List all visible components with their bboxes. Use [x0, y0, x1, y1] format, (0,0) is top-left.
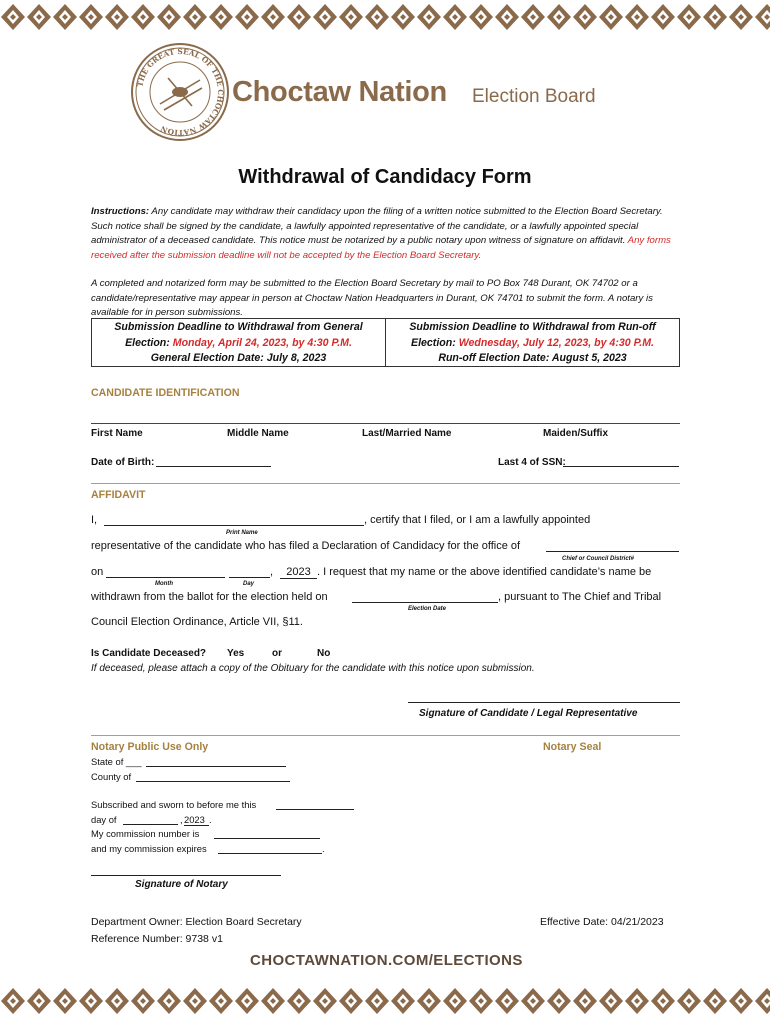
instructions-warning: Any forms received after the submission deadline will not be accepted by the Election Board Secretary.	[91, 235, 671, 261]
deadline-runoff-label: Election:	[411, 336, 456, 349]
affidavit-representative: representative of the candidate who has filed a Declaration of Candidacy for the office of	[91, 540, 521, 552]
first-name-label: First Name	[91, 428, 143, 439]
notary-expires-period: .	[322, 843, 325, 854]
deadline-general-date: Monday, April 24, 2023, by 4:30 P.M.	[172, 336, 352, 349]
affidavit-section-title: AFFIDAVIT	[91, 489, 146, 501]
candidate-name-line[interactable]	[91, 423, 680, 424]
affidavit-withdrawn: withdrawn from the ballot for the election held on	[91, 591, 328, 603]
notary-state-field[interactable]	[146, 766, 286, 767]
affidavit-request: . I request that my name or the above identified candidate’s name be	[317, 566, 652, 578]
dob-field[interactable]	[156, 466, 271, 467]
deceased-yes[interactable]: Yes	[227, 648, 245, 659]
notary-subscribed-label: Subscribed and sworn to before me this	[91, 799, 257, 810]
deceased-question: Is Candidate Deceased?	[91, 648, 207, 659]
choctaw-seal-logo	[130, 42, 230, 142]
notary-day-field[interactable]	[276, 809, 354, 810]
deadline-general-label: Election:	[125, 336, 170, 349]
form-title: Withdrawal of Candidacy Form	[238, 166, 532, 188]
instructions-label: Instructions:	[91, 206, 150, 217]
election-date-field[interactable]	[352, 602, 498, 603]
deceased-or: or	[272, 648, 282, 659]
brand-name: Choctaw Nation	[232, 76, 447, 108]
office-hint: Chief or Council District#	[562, 556, 635, 562]
notary-county-field[interactable]	[136, 781, 290, 782]
instructions-text: Any candidate may withdraw their candidacy upon the filing of a written notice submitted to the Election Board Secretary. Such notice shall be signed by the candidate, a lawfully appointed representative of the candidate, or a lawfully appointed special administrator of a deceased candidate. This notice must be notarized by a public notary upon witness of signature on affidavit.	[91, 206, 663, 247]
maiden-suffix-label: Maiden/Suffix	[543, 428, 609, 439]
last-name-label: Last/Married Name	[362, 428, 452, 439]
notary-day-of-label: day of	[91, 814, 117, 825]
notary-seal-label: Notary Seal	[543, 741, 602, 753]
notary-period: .	[209, 814, 212, 825]
svg-text:THE GREAT SEAL OF THE CHOCTAW: THE GREAT SEAL OF THE CHOCTAW NATION	[135, 46, 226, 138]
affidavit-divider	[91, 483, 680, 484]
deadline-table	[91, 318, 680, 367]
candidate-signature-label: Signature of Candidate / Legal Representative	[419, 708, 638, 719]
notary-section-title: Notary Public Use Only	[91, 741, 209, 753]
effective-date: Effective Date: 04/21/2023	[540, 916, 664, 928]
candidate-signature-field[interactable]	[408, 702, 680, 703]
brand-subtitle: Election Board	[472, 86, 596, 107]
decorative-border-bottom	[0, 984, 770, 1018]
middle-name-label: Middle Name	[227, 428, 289, 439]
deceased-note: If deceased, please attach a copy of the Obituary for the candidate with this notice upon submission.	[91, 663, 535, 674]
affidavit-ordinance: Council Election Ordinance, Article VII, §11.	[91, 616, 303, 628]
notary-commission-number-label: My commission number is	[91, 828, 200, 839]
affidavit-pursuant: , pursuant to The Chief and Tribal	[498, 591, 662, 603]
affidavit-certify: , certify that I filed, or I am a lawfully appointed	[364, 514, 591, 526]
deadline-runoff	[385, 319, 679, 366]
candidate-section-title: CANDIDATE IDENTIFICATION	[91, 387, 240, 399]
affidavit-on: on	[91, 566, 104, 578]
print-name-field[interactable]	[104, 525, 364, 526]
affidavit-i: I,	[91, 514, 98, 526]
department-owner: Department Owner: Election Board Secretary	[91, 916, 302, 928]
submission-note: A completed and notarized form may be submitted to the Election Board Secretary by mail to PO Box 748 Durant, OK 74702 or a candidate/representative may appear in person at Choctaw Nation Headquarters in Durant, OK 74701 to submit the form. A notary is available for in person submissions.	[91, 278, 653, 319]
notary-signature-label: Signature of Notary	[135, 879, 228, 890]
election-date-hint: Election Date	[408, 606, 447, 612]
notary-commission-number-field[interactable]	[214, 838, 320, 839]
notary-comma: ,	[180, 814, 183, 825]
notary-signature-field[interactable]	[91, 875, 281, 876]
day-field[interactable]	[229, 577, 270, 578]
deadline-runoff-heading: Submission Deadline to Withdrawal from Run-off	[409, 321, 656, 333]
print-name-hint: Print Name	[226, 530, 258, 536]
notary-month-field[interactable]	[123, 824, 178, 825]
runoff-election-date: Run-off Election Date: August 5, 2023	[438, 352, 627, 364]
deadline-general	[92, 319, 385, 366]
general-election-date: General Election Date: July 8, 2023	[150, 352, 327, 364]
affidavit-comma: ,	[270, 566, 274, 578]
notary-commission-expires-field[interactable]	[218, 853, 322, 854]
dob-label: Date of Birth:	[91, 457, 155, 468]
year-field: 2023	[280, 566, 317, 579]
notary-state-label: State of ___	[91, 756, 142, 767]
ssn-field[interactable]	[563, 466, 679, 467]
notary-commission-expires-label: and my commission expires	[91, 843, 207, 854]
footer-url[interactable]: CHOCTAWNATION.COM/ELECTIONS	[250, 952, 523, 969]
decorative-border-top	[0, 0, 770, 34]
deadline-runoff-date: Wednesday, July 12, 2023, by 4:30 P.M.	[458, 336, 654, 349]
deceased-no[interactable]: No	[317, 648, 331, 659]
deadline-general-heading: Submission Deadline to Withdrawal from General	[114, 321, 363, 333]
notary-year: 2023	[184, 814, 209, 826]
day-hint: Day	[243, 581, 255, 587]
notary-divider	[91, 735, 680, 736]
ssn-label: Last 4 of SSN:	[498, 457, 566, 468]
month-field[interactable]	[106, 577, 225, 578]
notary-county-label: County of	[91, 771, 132, 782]
month-hint: Month	[155, 581, 173, 587]
reference-number: Reference Number: 9738 v1	[91, 933, 223, 945]
instructions	[91, 205, 681, 263]
office-field[interactable]	[546, 551, 679, 552]
